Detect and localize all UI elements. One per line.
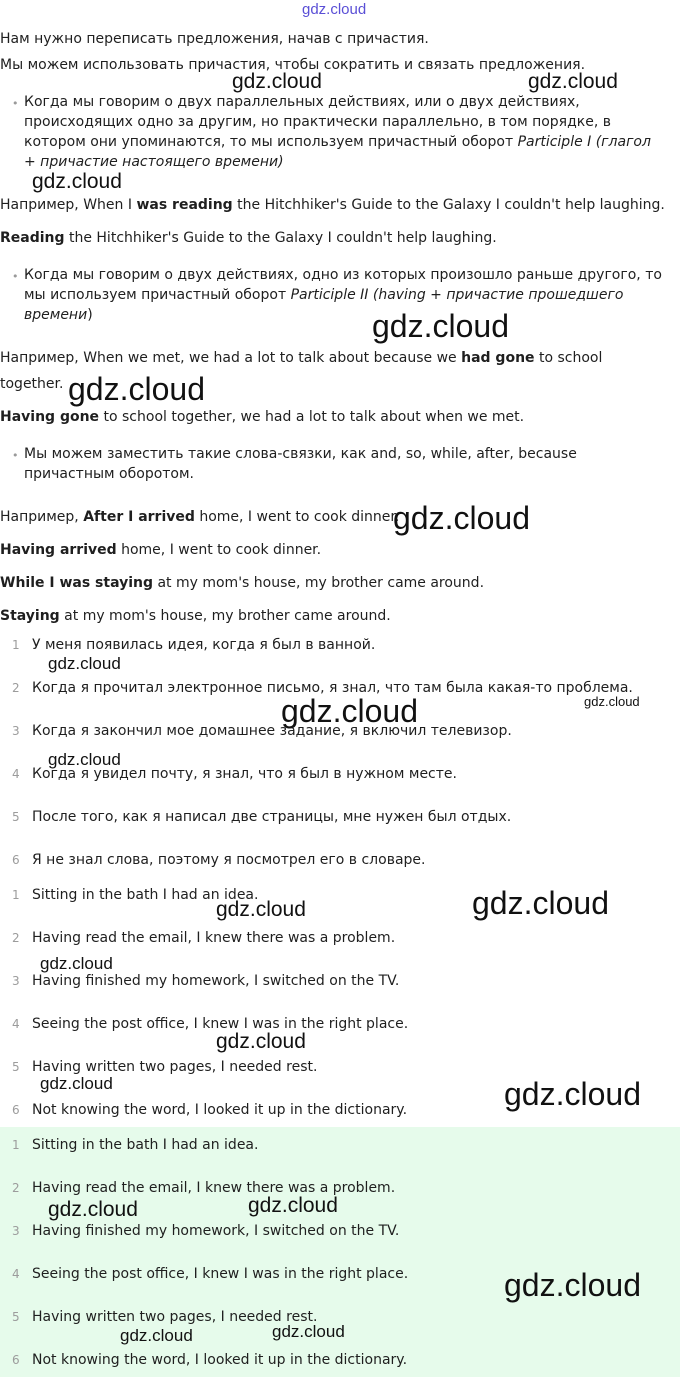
answer-item: Having written two pages, I needed rest. — [32, 1309, 318, 1325]
example-2-continued: together. — [0, 376, 64, 392]
list-number: 5 — [12, 810, 20, 824]
example-3 — [0, 507, 399, 527]
watermark: gdz.cloud — [372, 308, 509, 344]
bullet-text-italic: + причастие настоящего времени) — [24, 154, 284, 170]
example-4 — [0, 573, 484, 593]
list-number: 6 — [12, 1353, 20, 1367]
bullet-text-plain: мы используем причастный оборот — [24, 287, 291, 303]
bullet-text — [24, 444, 672, 484]
bullet-linking-words — [0, 444, 680, 484]
bullet-participle-2 — [0, 265, 680, 325]
example-bold: While I was staying — [0, 575, 154, 591]
example-text: the Hitchhiker's Guide to the Galaxy I couldn't help laughing. — [64, 230, 497, 246]
list-number: 2 — [12, 1181, 20, 1195]
watermark: gdz.cloud — [216, 1030, 306, 1053]
watermark: gdz.cloud — [68, 371, 205, 407]
watermark: gdz.cloud — [584, 694, 640, 709]
example-text: home, I went to cook dinner. — [194, 509, 400, 525]
watermark: gdz.cloud — [504, 1076, 641, 1112]
example-text: Например, — [0, 509, 84, 525]
example-bold: Having arrived — [0, 542, 117, 558]
list-number: 1 — [12, 638, 20, 652]
example-1 — [0, 195, 665, 215]
bullet-dot-icon: • — [12, 270, 19, 283]
answer-item: Seeing the post office, I knew I was in the right place. — [32, 1266, 409, 1282]
example-text: at my mom's house, my brother came around. — [59, 608, 391, 624]
example-bold: had gone — [461, 350, 535, 366]
list-number: 6 — [12, 1103, 20, 1117]
list-item: Когда я прочитал электронное письмо, я знал, что там была какая-то проблема. — [32, 680, 633, 696]
watermark: gdz.cloud — [248, 1194, 338, 1217]
example-text: the Hitchhiker's Guide to the Galaxy I couldn't help laughing. — [232, 197, 665, 213]
list-item: Having written two pages, I needed rest. — [32, 1059, 318, 1075]
list-item: Seeing the post office, I knew I was in the right place. — [32, 1016, 409, 1032]
watermark: gdz.cloud — [232, 70, 322, 93]
watermark: gdz.cloud — [32, 170, 122, 193]
example-1b — [0, 228, 497, 248]
bullet-line — [24, 132, 672, 152]
example-text: Например, When I — [0, 197, 137, 213]
answer-item: Having read the email, I knew there was a problem. — [32, 1180, 396, 1196]
watermark: gdz.cloud — [272, 1322, 345, 1341]
watermark: gdz.cloud — [528, 70, 618, 93]
list-number: 5 — [12, 1060, 20, 1074]
bullet-text — [24, 265, 672, 325]
watermark: gdz.cloud — [48, 654, 121, 673]
answer-item: Not knowing the word, I looked it up in the dictionary. — [32, 1352, 408, 1368]
list-item: Когда я увидел почту, я знал, что я был в нужном месте. — [32, 766, 457, 782]
header-watermark: gdz.cloud — [302, 1, 367, 18]
list-item: Having finished my homework, I switched on the TV. — [32, 973, 400, 989]
watermark: gdz.cloud — [120, 1326, 193, 1345]
example-bold: Staying — [0, 608, 60, 624]
list-item: Когда я закончил мое домашнее задание, я включил телевизор. — [32, 723, 512, 739]
intro-line-1: Нам нужно переписать предложения, начав с причастия. — [0, 31, 429, 47]
bullet-text-italic: времени — [24, 307, 88, 323]
list-item: Having read the email, I knew there was a problem. — [32, 930, 396, 946]
example-text: home, I went to cook dinner. — [116, 542, 322, 558]
bullet-dot-icon: • — [12, 97, 19, 110]
bullet-line: Мы можем заместить такие слова-связки, как and, so, while, after, because — [24, 446, 577, 462]
list-number: 3 — [12, 724, 20, 738]
example-3b — [0, 540, 321, 560]
watermark: gdz.cloud — [472, 885, 609, 921]
example-bold: Reading — [0, 230, 65, 246]
list-item: Not knowing the word, I looked it up in the dictionary. — [32, 1102, 408, 1118]
list-number: 1 — [12, 1138, 20, 1152]
watermark: gdz.cloud — [393, 500, 530, 536]
intro-line-2: Мы можем использовать причастия, чтобы сократить и связать предложения. — [0, 57, 586, 73]
bullet-line: Когда мы говорим о двух параллельных действиях, или о двух действиях, — [24, 94, 580, 110]
bullet-dot-icon: • — [12, 449, 19, 462]
bullet-text-plain: ) — [87, 307, 93, 323]
list-number: 2 — [12, 681, 20, 695]
watermark: gdz.cloud — [48, 750, 121, 769]
bullet-line: Когда мы говорим о двух действиях, одно из которых произошло раньше другого, то — [24, 267, 662, 283]
watermark: gdz.cloud — [504, 1267, 641, 1303]
list-number: 3 — [12, 1224, 20, 1238]
bullet-line — [24, 285, 672, 305]
bullet-line — [24, 305, 672, 325]
watermark: gdz.cloud — [40, 1074, 113, 1093]
example-text: at my mom's house, my brother came around. — [153, 575, 485, 591]
list-item: После того, как я написал две страницы, мне нужен был отдых. — [32, 809, 512, 825]
bullet-line: причастным оборотом. — [24, 466, 195, 482]
example-4b — [0, 606, 391, 626]
bullet-text-italic: Participle I (глагол — [517, 134, 651, 150]
answer-item: Sitting in the bath I had an idea. — [32, 1137, 259, 1153]
list-number: 3 — [12, 974, 20, 988]
bullet-text-plain: котором они упоминаются, то мы используем причастный оборот — [24, 134, 518, 150]
list-number: 4 — [12, 1017, 20, 1031]
list-number: 5 — [12, 1310, 20, 1324]
example-text: to school — [534, 350, 603, 366]
watermark: gdz.cloud — [216, 898, 306, 921]
bullet-participle-1 — [0, 92, 680, 172]
bullet-line — [24, 152, 672, 172]
example-text: to school together, we had a lot to talk about when we met. — [99, 409, 525, 425]
example-bold: Having gone — [0, 409, 100, 425]
list-item: У меня появилась идея, когда я был в ванной. — [32, 637, 376, 653]
list-number: 2 — [12, 931, 20, 945]
list-item: Sitting in the bath I had an idea. — [32, 887, 259, 903]
list-number: 6 — [12, 853, 20, 867]
list-number: 4 — [12, 767, 20, 781]
bullet-text — [24, 92, 672, 172]
bullet-text-italic: Participle II (having + причастие прошедшего — [290, 287, 624, 303]
example-bold: After I arrived — [83, 509, 195, 525]
list-number: 1 — [12, 888, 20, 902]
list-item: Я не знал слова, поэтому я посмотрел его в словаре. — [32, 852, 426, 868]
list-number: 4 — [12, 1267, 20, 1281]
example-2 — [0, 348, 602, 368]
example-text: Например, When we met, we had a lot to talk about because we — [0, 350, 462, 366]
watermark: gdz.cloud — [40, 954, 113, 973]
watermark: gdz.cloud — [281, 693, 418, 729]
example-bold: was reading — [136, 197, 233, 213]
bullet-line: происходящих одно за другим, но практически параллельно, в том порядке, в — [24, 114, 612, 130]
example-2b — [0, 407, 524, 427]
watermark: gdz.cloud — [48, 1198, 138, 1221]
answer-item: Having finished my homework, I switched on the TV. — [32, 1223, 400, 1239]
